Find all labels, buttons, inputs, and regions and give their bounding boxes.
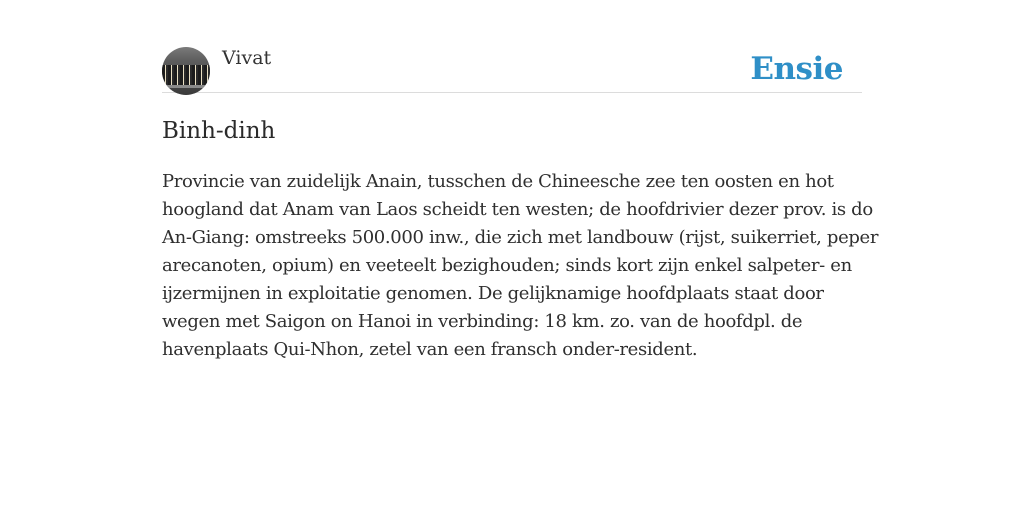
author-avatar[interactable] [162,47,210,95]
article-title: Binh-dinh [162,118,276,144]
brand-logo[interactable]: Ensie [750,51,843,87]
bookshelf-image [162,65,210,87]
header [162,46,862,93]
shelf-line [162,85,210,88]
author-name[interactable]: Vivat [222,47,272,69]
article-body: Provincie van zuidelijk Anain, tusschen de Chineesche zee ten oosten en hot hoogland dat Anam van Laos scheidt ten westen; de hoofdrivier dezer prov. is do An-Giang: omstreeks 500.000 inw., die zich met landbouw (rijst, suikerriet, peper arecanoten, opium) en veeteelt bezighouden; sinds kort zijn enkel salpeter- en ijzermijnen in exploitatie genomen. De gelijknamige hoofdplaats staat door wegen met Saigon on Hanoi in verbinding: 18 km. zo. van de hoofdpl. de havenplaats Qui-Nhon, zetel van een fransch onder-resident. [162,171,879,360]
